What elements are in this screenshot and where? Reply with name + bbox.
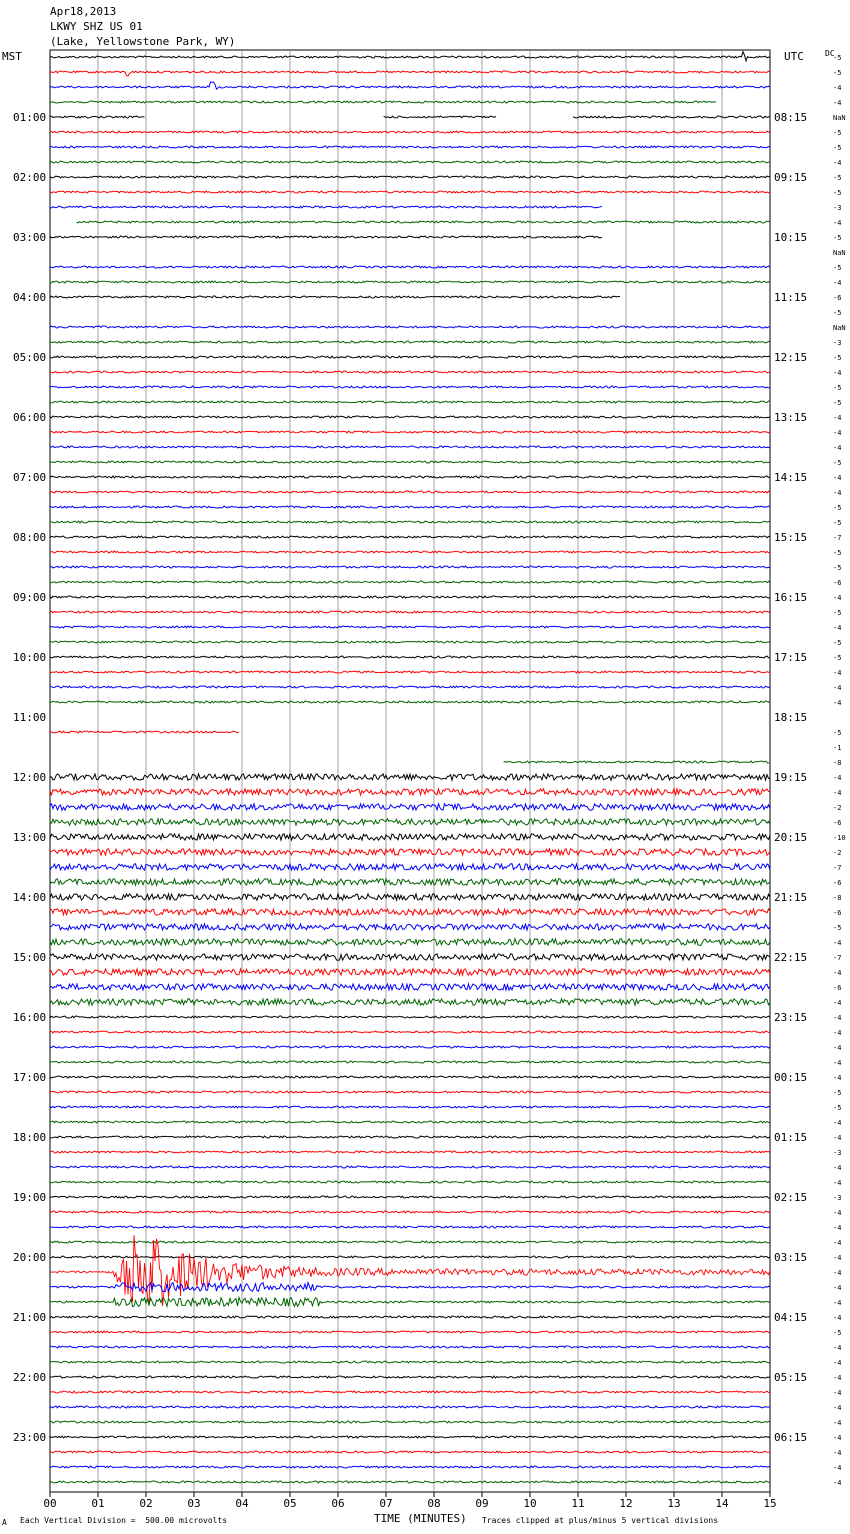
trace-offset-label: -5 (833, 639, 842, 647)
x-tick-label: 14 (715, 1497, 729, 1510)
seismic-trace (50, 924, 770, 930)
utc-hour-label: 19:15 (774, 771, 808, 784)
trace-offset-label: -6 (833, 579, 842, 587)
seismic-trace (50, 686, 770, 688)
x-tick-label: 09 (475, 1497, 489, 1510)
trace-offset-label: -4 (833, 1419, 842, 1427)
trace-offset-label: -4 (833, 1284, 842, 1292)
seismic-trace (50, 206, 602, 208)
seismic-trace (50, 101, 716, 103)
seismic-trace (50, 1181, 770, 1183)
seismic-trace (50, 1121, 770, 1123)
trace-offset-label: -5 (833, 564, 842, 572)
mst-hour-label: 15:00 (13, 951, 47, 964)
seismic-trace (50, 161, 770, 163)
trace-offset-label: -4 (833, 1404, 842, 1412)
seismic-trace (50, 431, 770, 433)
trace-offset-label: -4 (833, 1374, 842, 1382)
trace-offset-label: -4 (833, 1074, 842, 1082)
seismic-trace (50, 71, 770, 76)
trace-offset-label: -4 (833, 99, 842, 107)
trace-offset-label: -4 (833, 1119, 842, 1127)
trace-offset-label: -10 (833, 834, 846, 842)
mst-hour-label: 19:00 (13, 1191, 47, 1204)
mst-hour-label: 08:00 (13, 531, 47, 544)
trace-offset-label: -2 (833, 849, 842, 857)
seismic-trace (50, 116, 145, 118)
trace-offset-label: -4 (833, 1179, 842, 1187)
right-timezone-label: UTC (784, 50, 804, 63)
seismic-trace (50, 1436, 770, 1438)
trace-offset-label: -5 (833, 354, 842, 362)
trace-offset-label: -4 (833, 84, 842, 92)
dc-label: DC (825, 49, 835, 58)
mst-hour-label: 12:00 (13, 771, 47, 784)
trace-offset-label: -4 (833, 1359, 842, 1367)
trace-offset-label: -4 (833, 159, 842, 167)
trace-offset-label: -6 (833, 819, 842, 827)
utc-hour-label: 10:15 (774, 231, 808, 244)
seismic-trace (50, 581, 770, 583)
seismic-trace (50, 834, 770, 840)
trace-offset-label: -4 (833, 1164, 842, 1172)
trace-offset-label: -4 (833, 1434, 842, 1442)
mst-hour-label: 09:00 (13, 591, 47, 604)
mst-hour-label: 10:00 (13, 651, 47, 664)
mst-hour-label: 20:00 (13, 1251, 47, 1264)
utc-hour-label: 08:15 (774, 111, 808, 124)
seismic-trace (573, 116, 770, 118)
trace-offset-label: -3 (833, 1149, 842, 1157)
trace-offset-label: -4 (833, 1254, 842, 1262)
utc-hour-label: 23:15 (774, 1011, 808, 1024)
seismic-trace (50, 146, 770, 148)
trace-offset-label: -5 (833, 144, 842, 152)
seismic-trace (50, 461, 770, 463)
trace-offset-label: -4 (833, 1449, 842, 1457)
mst-hour-label: 23:00 (13, 1431, 47, 1444)
trace-offset-label: -5 (833, 519, 842, 527)
mst-hour-label: 03:00 (13, 231, 47, 244)
trace-offset-label: -5 (833, 234, 842, 242)
seismic-trace (50, 894, 770, 900)
trace-offset-label: -3 (833, 204, 842, 212)
utc-hour-label: 22:15 (774, 951, 808, 964)
trace-offset-label: -5 (833, 129, 842, 137)
plot-date: Apr18,2013 (50, 5, 117, 18)
trace-offset-label: NaN (833, 324, 846, 332)
trace-offset-label: -4 (833, 774, 842, 782)
trace-offset-label: -5 (833, 54, 842, 62)
trace-offset-label: -4 (833, 489, 842, 497)
trace-offset-label: -7 (833, 534, 842, 542)
seismic-trace (50, 671, 770, 673)
x-tick-label: 10 (523, 1497, 537, 1510)
seismic-trace (50, 1481, 770, 1483)
mst-hour-label: 07:00 (13, 471, 47, 484)
trace-offset-label: -5 (833, 69, 842, 77)
seismic-trace (50, 191, 770, 193)
trace-offset-label: -3 (833, 1194, 842, 1202)
seismic-trace (50, 1466, 770, 1468)
trace-offset-label: -4 (833, 939, 842, 947)
x-tick-label: 13 (667, 1497, 681, 1510)
trace-offset-label: -8 (833, 894, 842, 902)
seismic-trace (50, 939, 770, 945)
seismic-trace (384, 116, 497, 118)
utc-hour-label: 12:15 (774, 351, 808, 364)
trace-offset-label: -5 (833, 549, 842, 557)
mst-hour-label: 13:00 (13, 831, 47, 844)
trace-offset-label: -5 (833, 504, 842, 512)
seismic-trace (50, 1196, 770, 1198)
trace-offset-label: -5 (833, 1329, 842, 1337)
trace-offset-label: -4 (833, 999, 842, 1007)
seismic-trace (50, 656, 770, 658)
trace-offset-label: -4 (833, 1134, 842, 1142)
trace-offset-label: -4 (833, 1269, 842, 1277)
trace-offset-label: -4 (833, 684, 842, 692)
seismic-trace (50, 641, 770, 643)
trace-offset-label: -5 (833, 729, 842, 737)
trace-offset-label: -4 (833, 1209, 842, 1217)
seismic-trace (50, 1091, 770, 1093)
utc-hour-label: 16:15 (774, 591, 808, 604)
trace-offset-label: -7 (833, 864, 842, 872)
seismic-trace (50, 819, 770, 825)
seismic-trace (50, 596, 770, 598)
x-tick-label: 11 (571, 1497, 585, 1510)
seismic-trace (50, 1211, 770, 1213)
seismic-trace (50, 849, 770, 855)
trace-offset-label: -6 (833, 879, 842, 887)
trace-offset-label: -5 (833, 309, 842, 317)
mst-hour-label: 02:00 (13, 171, 47, 184)
seismic-trace (50, 1226, 770, 1228)
trace-offset-label: -5 (833, 384, 842, 392)
vertical-division-note: Each Vertical Division = 500.00 microvolts (20, 1516, 228, 1525)
trace-offset-label: -4 (833, 1389, 842, 1397)
x-tick-label: 08 (427, 1497, 441, 1510)
seismic-trace (50, 1376, 770, 1378)
seismic-trace (50, 386, 770, 388)
utc-hour-label: 02:15 (774, 1191, 808, 1204)
utc-hour-label: 15:15 (774, 531, 808, 544)
footer-mark: A (2, 1518, 7, 1527)
left-timezone-label: MST (2, 50, 22, 63)
seismic-trace (50, 1283, 770, 1292)
trace-offset-label: -4 (833, 444, 842, 452)
trace-offset-label: -4 (833, 1044, 842, 1052)
seismic-trace (50, 341, 770, 343)
trace-offset-label: -1 (833, 744, 842, 752)
trace-offset-label: -4 (833, 1464, 842, 1472)
seismic-trace (50, 954, 770, 960)
trace-offset-label: -5 (833, 609, 842, 617)
seismic-trace (50, 611, 770, 613)
seismic-trace (50, 536, 770, 538)
utc-hour-label: 20:15 (774, 831, 808, 844)
seismic-trace (50, 1406, 770, 1408)
seismic-trace (50, 1166, 770, 1168)
trace-offset-label: -4 (833, 1224, 842, 1232)
x-tick-label: 04 (235, 1497, 249, 1510)
seismic-trace (50, 626, 770, 628)
trace-offset-label: -5 (833, 924, 842, 932)
seismic-trace (50, 326, 770, 328)
trace-offset-label: -4 (833, 1014, 842, 1022)
seismic-trace (50, 371, 770, 373)
seismic-trace (50, 1076, 770, 1078)
seismic-trace (50, 416, 770, 418)
seismic-trace (50, 969, 770, 975)
seismic-trace (50, 731, 239, 733)
seismic-trace (76, 221, 769, 223)
trace-offset-label: -2 (833, 804, 842, 812)
seismic-trace (50, 131, 770, 133)
seismic-trace (50, 491, 770, 493)
trace-offset-label: -8 (833, 759, 842, 767)
seismic-trace (50, 1421, 770, 1423)
seismic-trace (50, 1031, 770, 1033)
x-tick-label: 01 (91, 1497, 105, 1510)
trace-offset-label: -4 (833, 669, 842, 677)
trace-offset-label: -4 (833, 1059, 842, 1067)
seismic-trace (50, 1298, 770, 1307)
utc-hour-label: 04:15 (774, 1311, 808, 1324)
trace-offset-label: -4 (833, 969, 842, 977)
trace-offset-label: -4 (833, 699, 842, 707)
seismic-trace (504, 761, 769, 763)
utc-hour-label: 03:15 (774, 1251, 808, 1264)
seismic-trace (50, 566, 770, 568)
seismic-trace (50, 1451, 770, 1453)
seismic-trace (50, 52, 770, 61)
seismic-trace (50, 1391, 770, 1393)
trace-offset-label: -5 (833, 1104, 842, 1112)
seismic-trace (50, 1256, 770, 1258)
trace-offset-label: -5 (833, 264, 842, 272)
seismic-trace (50, 506, 770, 508)
seismic-trace (50, 879, 770, 885)
x-tick-label: 06 (331, 1497, 345, 1510)
utc-hour-label: 09:15 (774, 171, 808, 184)
trace-offset-label: -5 (833, 189, 842, 197)
trace-offset-label: -5 (833, 174, 842, 182)
seismic-trace (50, 446, 770, 448)
mst-hour-label: 04:00 (13, 291, 47, 304)
x-axis-title: TIME (MINUTES) (374, 1512, 467, 1525)
trace-offset-label: -5 (833, 399, 842, 407)
utc-hour-label: 17:15 (774, 651, 808, 664)
trace-offset-label: -5 (833, 459, 842, 467)
trace-offset-label: -4 (833, 369, 842, 377)
utc-hour-label: 11:15 (774, 291, 808, 304)
trace-offset-label: -4 (833, 1029, 842, 1037)
trace-offset-label: -4 (833, 414, 842, 422)
mst-hour-label: 06:00 (13, 411, 47, 424)
seismic-trace (50, 82, 770, 89)
mst-hour-label: 01:00 (13, 111, 47, 124)
trace-offset-label: -4 (833, 789, 842, 797)
utc-hour-label: 05:15 (774, 1371, 808, 1384)
seismic-trace (50, 701, 770, 703)
utc-hour-label: 00:15 (774, 1071, 808, 1084)
trace-offset-label: -4 (833, 219, 842, 227)
trace-offset-label: -4 (833, 474, 842, 482)
seismic-trace (50, 1151, 770, 1153)
trace-offset-label: -4 (833, 1314, 842, 1322)
trace-offset-label: -4 (833, 624, 842, 632)
trace-offset-label: -4 (833, 429, 842, 437)
utc-hour-label: 21:15 (774, 891, 808, 904)
seismic-trace (50, 236, 602, 238)
clipping-note: Traces clipped at plus/minus 5 vertical divisions (482, 1516, 719, 1525)
seismic-trace (50, 266, 770, 268)
mst-hour-label: 11:00 (13, 711, 47, 724)
seismic-trace (50, 1016, 770, 1018)
mst-hour-label: 14:00 (13, 891, 47, 904)
seismic-trace (50, 999, 770, 1005)
seismic-trace (50, 1136, 770, 1138)
trace-offset-label: -3 (833, 339, 842, 347)
trace-offset-label: -5 (833, 654, 842, 662)
utc-hour-label: 18:15 (774, 711, 808, 724)
trace-offset-label: -4 (833, 1239, 842, 1247)
trace-offset-label: -6 (833, 909, 842, 917)
utc-hour-label: 06:15 (774, 1431, 808, 1444)
seismic-trace (50, 1346, 770, 1348)
mst-hour-label: 16:00 (13, 1011, 47, 1024)
seismic-trace (50, 551, 770, 553)
mst-hour-label: 17:00 (13, 1071, 47, 1084)
seismic-trace (50, 176, 770, 178)
seismic-trace (50, 1241, 770, 1243)
utc-hour-label: 14:15 (774, 471, 808, 484)
seismic-trace (50, 281, 770, 283)
utc-hour-label: 01:15 (774, 1131, 808, 1144)
seismic-trace (50, 1316, 770, 1318)
seismic-trace (50, 984, 770, 990)
seismic-trace (50, 804, 770, 810)
trace-offset-label: -6 (833, 294, 842, 302)
seismic-trace (50, 1331, 770, 1333)
mst-hour-label: 05:00 (13, 351, 47, 364)
station-code: LKWY SHZ US 01 (50, 20, 143, 33)
seismic-trace (50, 909, 770, 915)
x-tick-label: 02 (139, 1497, 153, 1510)
seismic-trace (50, 1106, 770, 1108)
trace-offset-label: -6 (833, 984, 842, 992)
seismic-trace (50, 1235, 770, 1306)
trace-offset-label: NaN (833, 114, 846, 122)
seismic-trace (50, 356, 770, 358)
utc-hour-label: 13:15 (774, 411, 808, 424)
mst-hour-label: 18:00 (13, 1131, 47, 1144)
trace-offset-label: -5 (833, 1089, 842, 1097)
mst-hour-label: 21:00 (13, 1311, 47, 1324)
trace-offset-label: -4 (833, 1344, 842, 1352)
x-tick-label: 03 (187, 1497, 201, 1510)
station-location: (Lake, Yellowstone Park, WY) (50, 35, 236, 48)
trace-offset-label: -4 (833, 594, 842, 602)
trace-offset-label: -4 (833, 1479, 842, 1487)
seismic-trace (50, 296, 620, 298)
mst-hour-label: 22:00 (13, 1371, 47, 1384)
x-tick-label: 15 (763, 1497, 777, 1510)
trace-offset-label: -7 (833, 954, 842, 962)
trace-offset-label: NaN (833, 249, 846, 257)
seismic-trace (50, 864, 770, 870)
trace-offset-label: -4 (833, 279, 842, 287)
x-tick-label: 05 (283, 1497, 297, 1510)
seismic-trace (50, 1361, 770, 1363)
seismic-trace (50, 401, 770, 403)
seismic-trace (50, 1046, 770, 1048)
seismic-trace (50, 476, 770, 478)
seismic-trace (50, 774, 770, 780)
seismic-trace (50, 1061, 770, 1063)
x-tick-label: 00 (43, 1497, 57, 1510)
seismic-trace (50, 789, 770, 795)
seismic-trace (50, 521, 770, 523)
x-tick-label: 12 (619, 1497, 633, 1510)
trace-offset-label: -4 (833, 1299, 842, 1307)
x-tick-label: 07 (379, 1497, 393, 1510)
